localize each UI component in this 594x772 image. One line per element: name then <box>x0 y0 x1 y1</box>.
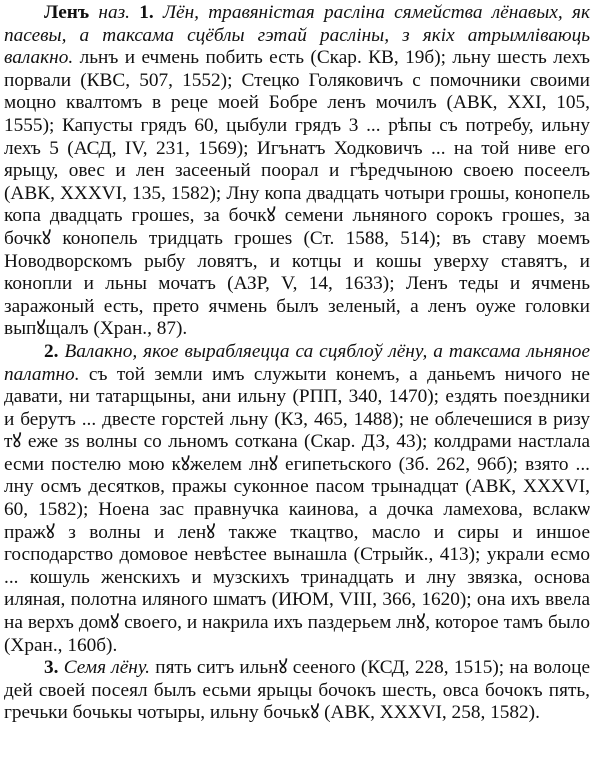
sense-2-citations: съ той земли имъ служыти конемъ, а даньемъ ничого не давати, ни татарщыны, ани ильну (РПП, 340, 1470); ездять поездники и берутъ ... двесте горстей льну (КЗ, 465, 1488); не облечешися в ризу тꙋ еже зs волны со льномъ соткана (Скар. ДЗ, 43); колдрами настлала есми постелю мою кꙋжелем лнꙋ египетьского (Зб. 262, 96б); взято ... лну осмъ десятков, пражы суконное пасом трынадцат (АВК, XXXVI, 60, 1582); Ноена зас правнучка каинова, а дочка ламехова, вслакѡ пражꙋ з волны и ленꙋ также ткацтво, масло и сиры и иншое господарство домовое невѣстее вынашла (Стрыйк., 413); украли есмо ... кошуль женскихъ и музскихъ тринадцать и лну звязка, основа иляная, полотна иляного шматъ (ИЮМ, VIII, 366, 1620); она ихъ ввела на верхъ домꙋ своего, и накрила ихъ паздерьем лнꙋ, которое тамъ было (Хран., 160б). <box>4 363 590 656</box>
sense-2-definition: Валакно, якое вырабляецца са сцяблоў лёну, а таксама льняное палатно. <box>4 340 590 385</box>
sense-1-number: 1. <box>139 2 154 23</box>
sense-3-citations: пять ситъ ильнꙋ сееного (КСД, 228, 1515); на волоце дей своей посеял былъ есьми ярыцы бочокъ шесть, овса бочокъ пять, гречьки бочькы чотыры, ильну бочькꙋ (АВК, XXXVI, 258, 1582). <box>4 657 591 724</box>
sense-1-citations: льнъ и ечмень побить есть (Скар. КВ, 19б); льну шесть лехъ порвали (КВС, 507, 1552); Стецко Голяковичъ с помочники своими моцно квалтомъ в реце моей Бобре ленъ мочилъ (АВК, XXI, 105, 1555); Капусты грядъ 60, цыбули грядъ 3 ... рѣпы съ потребу, ильну лехъ 5 (АСД, IV, 231, 1569); Игънатъ Ходковичъ ... на той ниве его ярыцу, овес и лен засееный поорал и гѣредчыною своею посеелъ (АВК, XXXVI, 135, 1582); Лну копа двадцать чотыри грошы, конопель копа двадцать грошеs, за бочкꙋ семени льняного сорокъ грошеs, за бочкꙋ конопель тридцать грошеs (Ст. 1588, 514); въ ставу моемъ Новодворскомъ рыбу ловятъ, и котцы и кошы уверху ставятъ, и конопли и льны мочатъ (АЗР, V, 14, 1633); Ленъ теды и ячмень заражоный есть, прето ячмень былъ зеленый, а ленъ оуже головки выпꙋщалъ (Хран., 87). <box>4 47 590 340</box>
sense-3-definition: Семя лёну. <box>63 657 150 679</box>
sense-2-number: 2. <box>44 340 59 362</box>
sense-2-paragraph <box>4 341 590 657</box>
sense-1-definition: Лён, травяністая расліна сямейства лёнавых, як пасевы, а таксама сцёблы гэтай расліны, з якіх атрымліваюць валакно. <box>4 2 590 69</box>
sense-3-paragraph <box>4 657 590 725</box>
sense-3-number: 3. <box>44 657 59 679</box>
sense-1-paragraph <box>4 2 590 341</box>
headword: Ленъ <box>44 2 90 23</box>
part-of-speech: наз. <box>98 2 130 23</box>
